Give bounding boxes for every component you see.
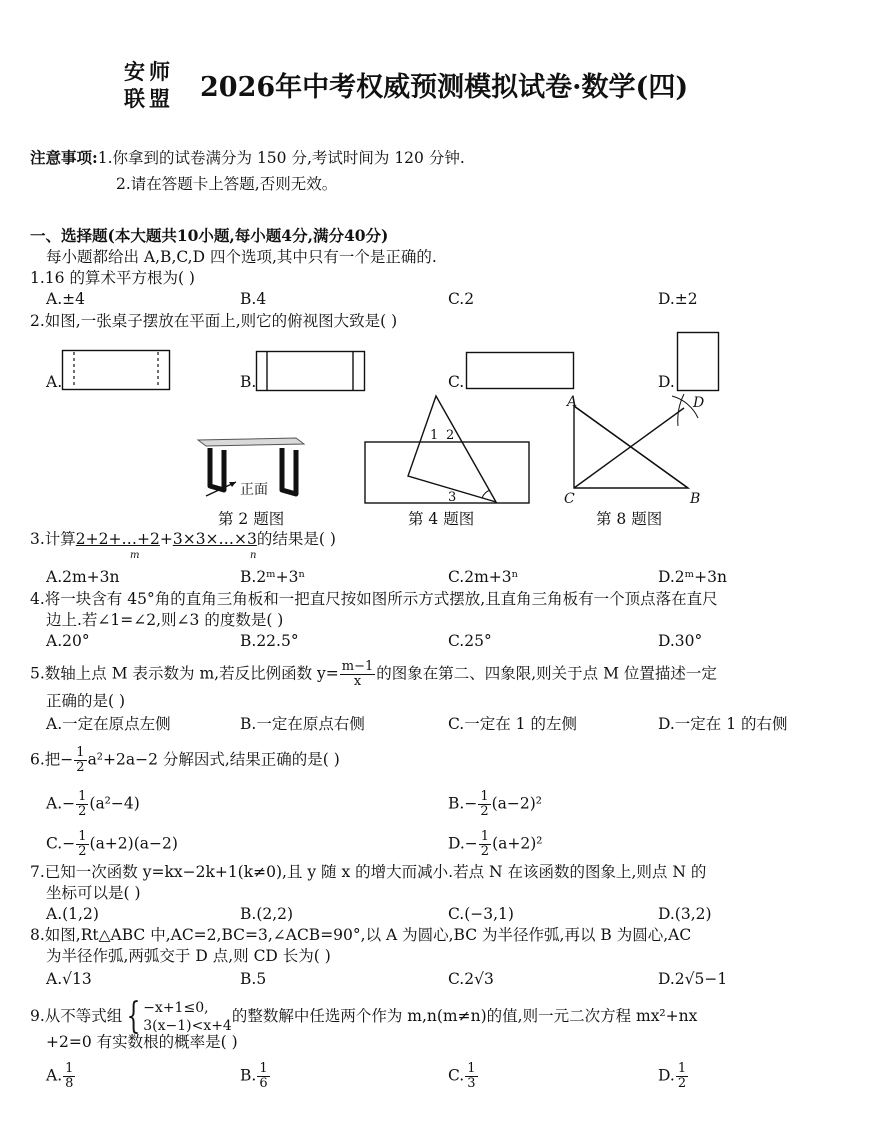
q2-option-b: B. (240, 373, 257, 391)
q7-stem-line-1: 7.已知一次函数 y=kx−2k+1(k≠0),且 y 随 x 的增大而减小.若点 N 在该函数的图象上,则点 N 的 (30, 863, 707, 881)
q6-option-d-pre: D.− (448, 834, 478, 853)
q3-plus: + (159, 530, 173, 548)
q7-option-c: C.(−3,1) (448, 905, 514, 923)
fig2-caption: 第 2 题图 (218, 510, 285, 528)
q9-option-c-fraction (465, 1062, 477, 1091)
q9-option-c-num: 1 (467, 1061, 476, 1076)
q6-option-a-post: (a²−4) (89, 794, 140, 813)
q5-option-d: D.一定在 1 的右侧 (658, 715, 788, 733)
q4-option-d: D.30° (658, 632, 703, 650)
q5-post: 的图象在第二、四象限,则关于点 M 位置描述一定 (376, 664, 717, 683)
q6-option-a-num: 1 (78, 789, 87, 804)
fig8-point-a: A (567, 394, 578, 410)
fig2-front-label: 正面 (240, 482, 268, 498)
q6-fraction-num: 1 (76, 745, 85, 760)
q5-fraction (340, 660, 376, 689)
q6-option-b-pre: B.− (448, 794, 478, 813)
q9-brace-icon: { (126, 996, 141, 1037)
q1-option-a: A.±4 (46, 290, 85, 308)
q5-stem-line-2: 正确的是( ) (46, 692, 126, 710)
q8-stem-line-2: 为半径作弧,两弧交于 D 点,则 CD 长为( ) (46, 947, 331, 965)
q4-option-c: C.25° (448, 632, 492, 650)
q9-option-c (448, 1062, 479, 1091)
logo-char: 安 (124, 59, 149, 84)
q8-stem-line-1: 8.如图,Rt△ABC 中,AC=2,BC=3,∠ACB=90°,以 A 为圆心,BC 为半径作弧,再以 B 为圆心,AC (30, 926, 692, 944)
q6-option-c-post: (a+2)(a−2) (89, 834, 178, 853)
q8-option-c: C.2√3 (448, 970, 494, 988)
q9-option-d-fraction (676, 1062, 688, 1091)
q3-suffix: 的结果是( ) (256, 530, 336, 548)
fig4-angle-3-label: 3 (448, 490, 457, 505)
q9-option-a-den: 8 (65, 1076, 74, 1091)
q9-option-d-pre: D. (658, 1066, 675, 1085)
q9-option-d (658, 1062, 689, 1091)
q9-pre: 9.从不等式组 (30, 1007, 123, 1025)
q2-option-a-figure (62, 350, 172, 392)
q3-option-d: D.2ᵐ+3n (658, 568, 728, 586)
q6-option-d-post: (a+2)² (492, 834, 543, 853)
q3-option-c: C.2m+3ⁿ (448, 568, 519, 586)
q8-option-a: A.√13 (46, 970, 92, 988)
q2-stem: 2.如图,一张桌子摆放在平面上,则它的俯视图大致是( ) (30, 312, 398, 330)
q3-product: 3×3×…×3 (172, 530, 257, 548)
q6-option-b-num: 1 (480, 789, 489, 804)
q9-option-d-den: 2 (677, 1076, 687, 1091)
q2-option-d-figure (677, 332, 721, 394)
q8-option-d: D.2√5−1 (658, 970, 728, 988)
q9-option-a (46, 1062, 76, 1091)
q4-option-b: B.22.5° (240, 632, 299, 650)
q6-option-c-num: 1 (78, 829, 87, 844)
page-title: 2026年中考权威预测模拟试卷·数学(四) (200, 72, 689, 103)
q6-option-a-pre: A.− (46, 794, 76, 813)
notice-text-1: 1.你拿到的试卷满分为 150 分,考试时间为 120 分钟. (97, 149, 465, 167)
q3-sum: 2+2+…+2 (75, 530, 160, 548)
q9-option-b-pre: B. (240, 1066, 257, 1085)
q9-stem-line-1 (30, 996, 697, 1036)
q6-option-d-num: 1 (480, 829, 490, 844)
q5-pre: 5.数轴上点 M 表示数为 m,若反比例函数 y= (30, 664, 339, 683)
q3-option-a: A.2m+3n (46, 568, 120, 586)
q9-option-c-den: 3 (467, 1076, 476, 1091)
fig8-caption: 第 8 题图 (596, 510, 663, 528)
section-intro: 每小题都给出 A,B,C,D 四个选项,其中只有一个是正确的. (46, 248, 437, 266)
q1-option-c: C.2 (448, 290, 475, 308)
q9-ineq-2: 3(x−1)<x+4 (143, 1018, 232, 1034)
q9-ineq-1: −x+1≤0, (143, 1000, 209, 1016)
q9-option-b-num: 1 (259, 1061, 268, 1076)
q9-option-a-num: 1 (65, 1061, 74, 1076)
q6-fraction-den: 2 (76, 760, 85, 775)
q6-option-d (448, 830, 542, 859)
q4-stem-line-1: 4.将一块含有 45°角的直角三角板和一把直尺按如图所示方式摆放,且直角三角板有一个顶点落在直尺 (30, 590, 718, 608)
q9-option-d-num: 1 (677, 1061, 687, 1076)
q6-option-a-den: 2 (78, 804, 87, 819)
fig4-angle-2-label: 2 (446, 428, 455, 443)
q9-option-b (240, 1062, 271, 1091)
q6-option-c-den: 2 (78, 844, 87, 859)
fig8-point-c: C (564, 491, 575, 507)
q9-option-b-den: 6 (259, 1076, 268, 1091)
q5-fraction-num: m−1 (341, 659, 374, 674)
fig8-point-b: B (690, 491, 701, 507)
q9-post: 的整数解中任选两个作为 m,n(m≠n)的值,则一元二次方程 mx²+nx (231, 1007, 698, 1025)
q2-option-d: D. (658, 373, 675, 391)
q3-prefix: 3.计算 (30, 530, 76, 548)
q6-option-b-post: (a−2)² (491, 794, 542, 813)
q6-option-b (448, 790, 542, 819)
q6-option-b-fraction (478, 790, 490, 819)
q2-option-b-figure (256, 351, 368, 393)
q6-option-d-den: 2 (480, 844, 490, 859)
fig4-angle-1-label: 1 (430, 428, 439, 443)
notice-label: 注意事项: (30, 148, 98, 167)
q9-option-a-pre: A. (46, 1066, 63, 1085)
q5-option-c: C.一定在 1 的左侧 (448, 715, 577, 733)
logo-char: 师 (149, 59, 174, 84)
q6-option-c (46, 830, 178, 859)
q4-stem-line-2: 边上.若∠1=∠2,则∠3 的度数是( ) (46, 611, 284, 629)
logo (124, 58, 190, 112)
fig8-point-d: D (693, 395, 705, 411)
q6-option-c-fraction (76, 830, 88, 859)
q5-stem-line-1 (30, 660, 717, 689)
q7-option-a: A.(1,2) (46, 905, 99, 923)
q3-option-b: B.2ᵐ+3ⁿ (240, 568, 306, 586)
q6-stem (30, 746, 340, 775)
q3-product-count: n (250, 550, 257, 561)
q5-fraction-den: x (353, 674, 362, 689)
q6-option-a (46, 790, 140, 819)
q7-option-d: D.(3,2) (658, 905, 712, 923)
q1-option-b: B.4 (240, 290, 267, 308)
q9-option-a-fraction (63, 1062, 75, 1091)
q2-option-a: A. (46, 373, 63, 391)
q3-sum-count: m (130, 550, 140, 561)
notice-line-2: 2.请在答题卡上答题,否则无效。 (116, 175, 338, 193)
q9-system (143, 999, 232, 1035)
fig8-triangle-arcs (570, 396, 710, 496)
q5-option-a: A.一定在原点左侧 (46, 715, 171, 733)
q3-stem (30, 529, 336, 549)
q6-pre: 6.把− (30, 750, 74, 769)
q9-option-c-pre: C. (448, 1066, 465, 1085)
q1-option-d: D.±2 (658, 290, 698, 308)
q6-fraction (74, 746, 86, 775)
q6-option-c-pre: C.− (46, 834, 76, 853)
q2-option-c: C. (448, 373, 465, 391)
q1-stem: 1.16 的算术平方根为( ) (30, 269, 195, 287)
q6-option-b-den: 2 (480, 804, 489, 819)
q9-option-b-fraction (257, 1062, 269, 1091)
q7-option-b: B.(2,2) (240, 905, 294, 923)
notice-line-1 (30, 148, 465, 168)
q2-option-c-figure (466, 352, 576, 392)
q6-option-a-fraction (76, 790, 88, 819)
section-title: 一、选择题(本大题共10小题,每小题4分,满分40分) (30, 226, 389, 245)
q4-option-a: A.20° (46, 632, 90, 650)
q5-option-b: B.一定在原点右侧 (240, 715, 365, 733)
logo-char: 联 (124, 86, 149, 111)
fig4-caption: 第 4 题图 (408, 510, 475, 528)
q6-option-d-fraction (479, 830, 491, 859)
logo-char: 盟 (149, 86, 174, 111)
q6-post: a²+2a−2 分解因式,结果正确的是( ) (87, 750, 340, 769)
q7-stem-line-2: 坐标可以是( ) (46, 884, 141, 902)
q9-stem-line-2: +2=0 有实数根的概率是( ) (46, 1033, 238, 1051)
q8-option-b: B.5 (240, 970, 267, 988)
